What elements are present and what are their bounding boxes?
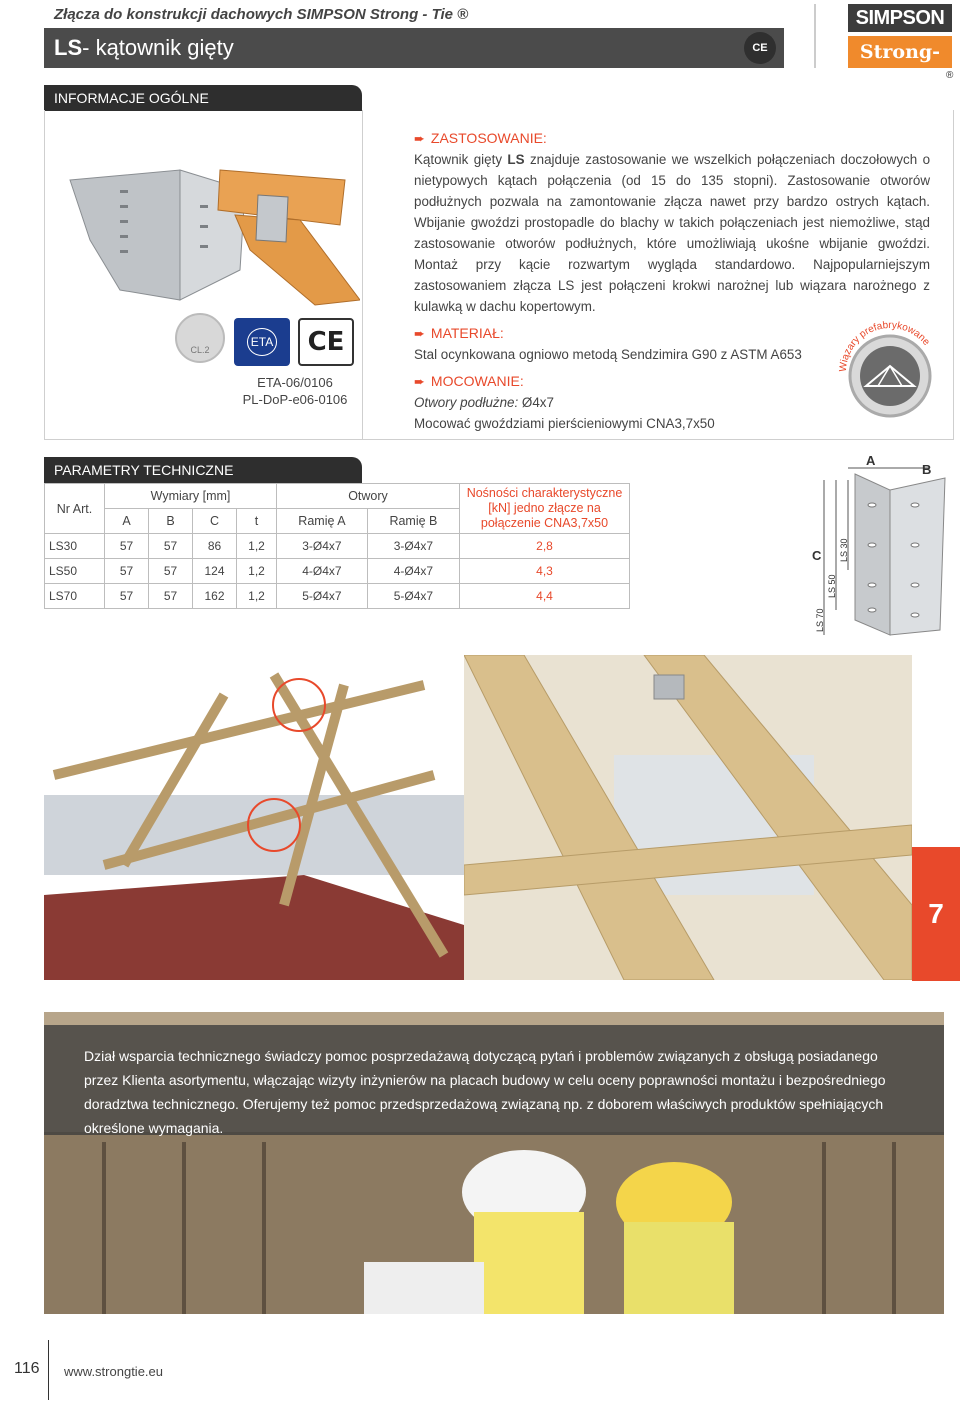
table-row: LS70 57 57 162 1,2 5-Ø4x7 5-Ø4x7 4,4 — [45, 584, 630, 609]
table-row: LS50 57 57 124 1,2 4-Ø4x7 4-Ø4x7 4,3 — [45, 559, 630, 584]
fixing-line-2: Mocować gwoździami pierścieniowymi CNA3,7x50 — [414, 416, 715, 431]
svg-text:LS 70: LS 70 — [815, 608, 825, 632]
arrow-right-icon: ➨ — [414, 326, 425, 341]
ce-badge-icon: CE — [744, 32, 776, 64]
usage-paragraph: Kątownik gięty LS znajduje zastosowanie we wszelkich połączeniach doczołowych o nietypowych kątach połączenia (od 15 do 135 stopni). Zastosowanie otworów podłużnych pozwala na zamontowanie złącza nawet przy bardzo ostrych kątach. Wbijanie gwoździ prostopadle do blachy w takich połączeniach jest niemożliwe, stąd zastosowanie otworów podłużnych, które umożliwiają ukośne wbijanie gwoździ. Montaż przy kącie rozwartym wygląda standardowo. Najpopularniejszym zastosowaniem złącza LS jest połączeni krokwi narożnej lub wiązara narożnego z kulawką w dachu kopertowym. — [414, 152, 931, 314]
material-text: Stal ocynkowana ogniowo metodą Sendzimira G90 z ASTM A653 — [414, 347, 802, 362]
simpson-logo: SIMPSON — [848, 4, 952, 32]
table-row: LS30 57 57 86 1,2 3-Ø4x7 3-Ø4x7 2,8 — [45, 534, 630, 559]
series-title: Złącza do konstrukcji dachowych SIMPSON Strong - Tie ® — [54, 6, 469, 23]
ce-mark-icon: CE — [298, 318, 354, 366]
svg-text:C: C — [812, 548, 822, 563]
svg-text:LS 30: LS 30 — [839, 538, 849, 562]
product-code: LS — [54, 35, 83, 60]
svg-text:A: A — [866, 453, 876, 468]
registered-mark: ® — [946, 70, 954, 81]
product-illustration — [60, 150, 360, 310]
truss-interior-photo — [464, 655, 912, 980]
eta-badge-icon: ETA — [234, 318, 290, 366]
technical-table — [44, 483, 630, 609]
dims-group-header: Wymiary [mm] — [105, 484, 277, 509]
col-b-header: B — [149, 509, 193, 534]
product-name: - kątownik gięty — [82, 35, 234, 60]
col-a-header: A — [105, 509, 149, 534]
svg-text:LS 50: LS 50 — [827, 574, 837, 598]
service-class-icon: CL.2 — [175, 313, 225, 363]
svg-text:B: B — [922, 462, 932, 477]
truss-roof-photo — [44, 655, 464, 980]
col-c-header: C — [193, 509, 237, 534]
header-divider — [814, 4, 816, 68]
technical-heading: PARAMETRY TECHNICZNE — [44, 457, 362, 483]
trusses-badge-icon — [828, 310, 948, 420]
arrow-right-icon: ➨ — [414, 131, 425, 146]
capacity-header: Nośności charakterystyczne [kN] jedno złącze na połączenie CNA3,7x50 — [460, 484, 630, 534]
svg-text:Wiązary prefabrykowane: Wiązary prefabrykowane — [837, 319, 932, 373]
fixing-heading: ➨ MOCOWANIE: — [414, 371, 930, 392]
col-arm-b-header: Ramię B — [367, 509, 459, 534]
page-number: 116 — [14, 1360, 40, 1377]
general-info-heading: INFORMACJE OGÓLNE — [44, 85, 362, 111]
arrow-right-icon: ➨ — [414, 374, 425, 389]
usage-heading: ➨ ZASTOSOWANIE: — [414, 128, 930, 149]
info-divider — [362, 110, 363, 440]
strongtie-logo: Strong-Tie — [848, 36, 952, 68]
col-nr-header: Nr Art. — [45, 484, 105, 534]
certificates: ETA-06/0106 PL-DoP-e06-0106 — [242, 375, 348, 407]
page-title — [44, 28, 784, 68]
fixing-line-1: Otwory podłużne: Ø4x7 — [414, 395, 554, 410]
support-text: Dział wsparcia technicznego świadczy pomoc posprzedażawą dotyczącą pytań i problemów związanych z obsługą posiadanego przez Klienta asortymentu, włączając wizyty inżynierów na placach budowy w celu oceny poprawności montażu i bezpośredniego doradztwa technicznego. Oferujemy też pomoc przedsprzedażową związaną np. z doborem właściwych produktów spełniających określone wymagania. — [84, 1048, 886, 1136]
dimension-diagram — [800, 450, 960, 640]
holes-group-header: Otwory — [277, 484, 460, 509]
col-arm-a-header: Ramię A — [277, 509, 368, 534]
website-url: www.strongtie.eu — [64, 1364, 163, 1379]
col-t-header: t — [237, 509, 277, 534]
material-heading: ➨ MATERIAŁ: — [414, 323, 930, 344]
footer-divider — [48, 1340, 49, 1400]
chapter-tab: 7 — [912, 847, 960, 981]
